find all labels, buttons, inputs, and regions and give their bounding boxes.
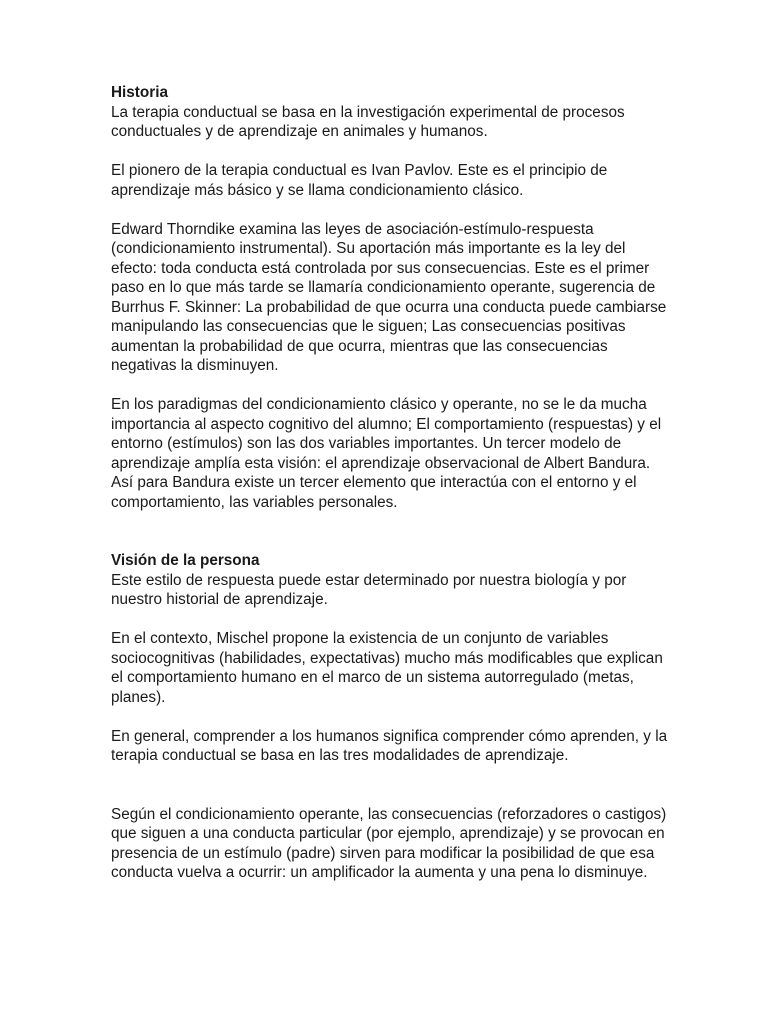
paragraph: La terapia conductual se basa en la investigación experimental de procesos conductuales y de aprendizaje en animales y humanos. bbox=[111, 103, 625, 140]
paragraph-spacer bbox=[111, 200, 671, 220]
paragraph: Este estilo de respuesta puede estar determinado por nuestra biología y por nuestro historial de aprendizaje. bbox=[111, 571, 627, 608]
section-heading-vision: Visión de la persona bbox=[111, 552, 260, 569]
paragraph-spacer bbox=[111, 376, 671, 396]
paragraph: Según el condicionamiento operante, las consecuencias (reforzadores o castigos) que siguen a una conducta particular (por ejemplo, aprendizaje) y se provocan en presencia de un estímulo (padre) sirven para modificar la posibilidad de que esa conducta vuelva a ocurrir: un amplificador la aumenta y una pena lo disminuye. bbox=[111, 805, 667, 881]
paragraph: En general, comprender a los humanos significa comprender cómo aprenden, y la terapia conductual se basa en las tres modalidades de aprendizaje. bbox=[111, 727, 668, 764]
paragraph-spacer bbox=[111, 610, 671, 630]
section-heading-historia: Historia bbox=[111, 84, 168, 101]
document-page bbox=[111, 83, 671, 883]
paragraph: El pionero de la terapia conductual es Ivan Pavlov. Este es el principio de aprendizaje más básico y se llama condicionamiento clásico. bbox=[111, 162, 608, 199]
section-spacer bbox=[111, 512, 671, 551]
paragraph: En el contexto, Mischel propone la existencia de un conjunto de variables sociocognitivas (habilidades, expectativas) mucho más modificables que explican el comportamiento humano en el marco de un sistema autorregulado (metas, planes). bbox=[111, 630, 663, 706]
paragraph: En los paradigmas del condicionamiento clásico y operante, no se le da mucha importancia al aspecto cognitivo del alumno; El comportamiento (respuestas) y el entorno (estímulos) son las dos variables importantes. Un tercer modelo de aprendizaje amplía esta visión: el aprendizaje observacional de Albert Bandura. Así para Bandura existe un tercer elemento que interactúa con el entorno y el comportamiento, las variables personales. bbox=[111, 396, 662, 511]
paragraph-spacer bbox=[111, 142, 671, 162]
paragraph: Edward Thorndike examina las leyes de asociación-estímulo-respuesta (condicionamiento instrumental). Su aportación más importante es la ley del efecto: toda conducta está controlada por sus consecuencias. Este es el primer paso en lo que más tarde se llamaría condicionamiento operante, sugerencia de Burrhus F. Skinner: La probabilidad de que ocurra una conducta puede cambiarse manipulando las consecuencias que le siguen; Las consecuencias positivas aumentan la probabilidad de que ocurra, mientras que las consecuencias negativas la disminuyen. bbox=[111, 220, 667, 374]
paragraph-spacer bbox=[111, 707, 671, 727]
section-spacer bbox=[111, 766, 671, 805]
